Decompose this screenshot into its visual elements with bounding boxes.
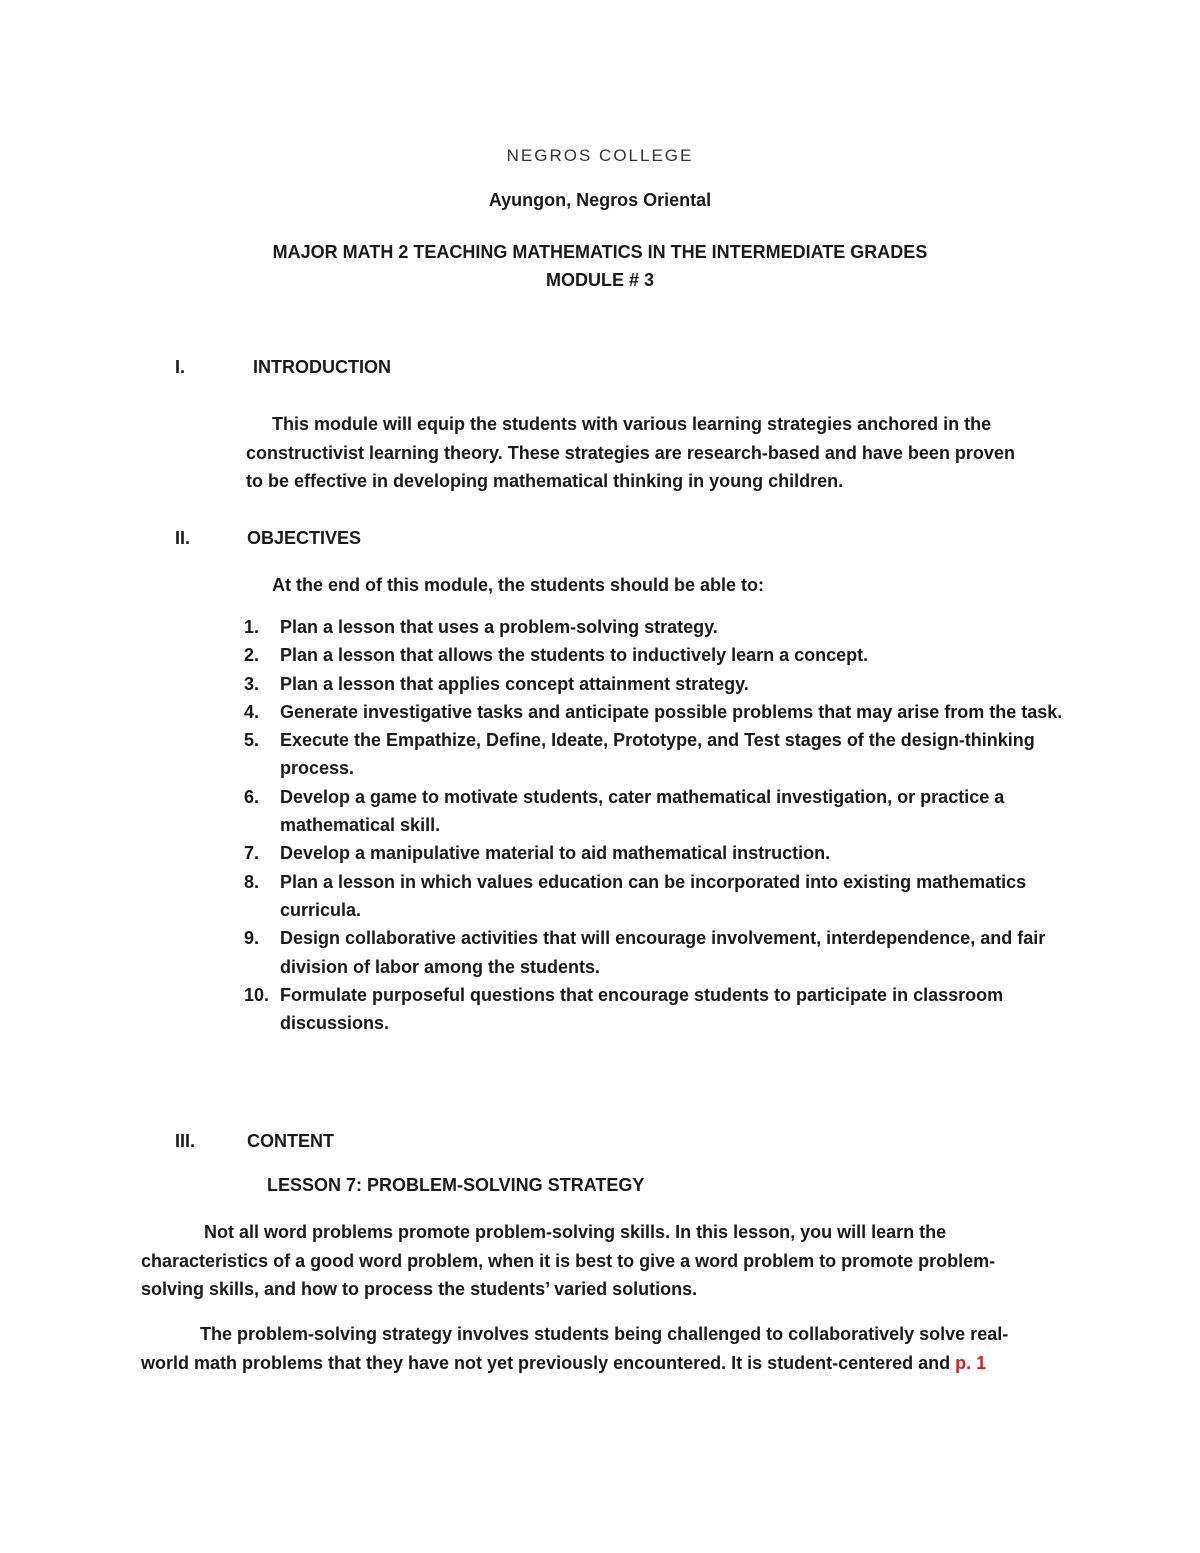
page-number: p. 1 — [955, 1352, 987, 1373]
lesson-title: LESSON 7: PROBLEM-SOLVING STRATEGY — [267, 1175, 645, 1195]
section-numeral-introduction: I. — [175, 357, 186, 377]
content-line: The problem-solving strategy involves students being challenged to collaboratively solve real- — [200, 1324, 1009, 1344]
content-line-text: world math problems that they have not yet previously encountered. It is student-centered and — [141, 1352, 951, 1373]
introduction-paragraph — [246, 410, 1076, 496]
objective-item — [244, 726, 1064, 783]
objective-text: Formulate purposeful questions that encourage students to participate in classroom discussions. — [280, 984, 1004, 1034]
introduction-line: constructivist learning theory. These strategies are research-based and have been proven — [246, 442, 1015, 463]
section-title-introduction: INTRODUCTION — [253, 357, 391, 377]
objective-number: 5. — [244, 730, 260, 751]
objective-text: Plan a lesson that allows the students to inductively learn a concept. — [280, 645, 869, 666]
objective-item — [244, 641, 1064, 669]
objective-item — [244, 783, 1064, 840]
objective-number: 2. — [244, 645, 260, 666]
objective-number: 6. — [244, 786, 260, 807]
objective-item — [244, 670, 1064, 698]
objective-text: Generate investigative tasks and anticipate possible problems that may arise from the task. — [280, 701, 1063, 722]
objective-text: Design collaborative activities that will encourage involvement, interdependence, and fair division of labor among the students. — [280, 928, 1046, 977]
objective-number: 8. — [244, 871, 260, 892]
content-line: Not all word problems promote problem-solving skills. In this lesson, you will learn the — [204, 1222, 947, 1242]
objectives-list — [244, 613, 1064, 1037]
objective-number: 7. — [244, 843, 260, 864]
objective-text: Develop a manipulative material to aid mathematical instruction. — [280, 843, 831, 864]
objective-item — [244, 981, 1064, 1038]
content-paragraph-1 — [141, 1218, 1061, 1304]
objective-number: 4. — [244, 701, 260, 722]
content-paragraph-2 — [141, 1320, 1061, 1377]
college-name: NEGROS COLLEGE — [506, 146, 694, 165]
content-line — [141, 1349, 1061, 1378]
objective-item — [244, 924, 1064, 981]
objective-number: 10. — [244, 984, 270, 1005]
course-title: MAJOR MATH 2 TEACHING MATHEMATICS IN THE INTERMEDIATE GRADES — [272, 242, 928, 262]
section-title-content: CONTENT — [247, 1131, 334, 1151]
college-location: Ayungon, Negros Oriental — [488, 190, 712, 210]
module-number: MODULE # 3 — [545, 270, 655, 290]
section-title-objectives: OBJECTIVES — [247, 528, 362, 548]
objective-item — [244, 698, 1064, 726]
objective-item — [244, 839, 1064, 867]
objective-number: 1. — [244, 617, 260, 637]
objectives-intro: At the end of this module, the students should be able to: — [272, 575, 765, 595]
objective-text: Plan a lesson in which values education can be incorporated into existing mathematics curricula. — [280, 871, 1027, 920]
section-numeral-content: III. — [175, 1131, 196, 1151]
objective-text: Develop a game to motivate students, cater mathematical investigation, or practice a mathematical skill. — [280, 786, 1005, 836]
content-line: characteristics of a good word problem, when it is best to give a word problem to promote problem- — [141, 1250, 996, 1271]
objective-text: Plan a lesson that applies concept attainment strategy. — [280, 673, 749, 694]
content-line: solving skills, and how to process the students’ varied solutions. — [141, 1279, 698, 1299]
introduction-line: This module will equip the students with various learning strategies anchored in the — [272, 414, 992, 434]
objective-item — [244, 613, 1064, 641]
section-numeral-objectives: II. — [175, 528, 191, 548]
introduction-line: to be effective in developing mathematical thinking in young children. — [246, 471, 844, 491]
objective-text: Execute the Empathize, Define, Ideate, Prototype, and Test stages of the design-thinking process. — [280, 730, 1035, 779]
objective-number: 3. — [244, 673, 260, 694]
objective-item — [244, 868, 1064, 925]
objective-text: Plan a lesson that uses a problem-solving strategy. — [280, 617, 718, 637]
objective-number: 9. — [244, 928, 260, 949]
